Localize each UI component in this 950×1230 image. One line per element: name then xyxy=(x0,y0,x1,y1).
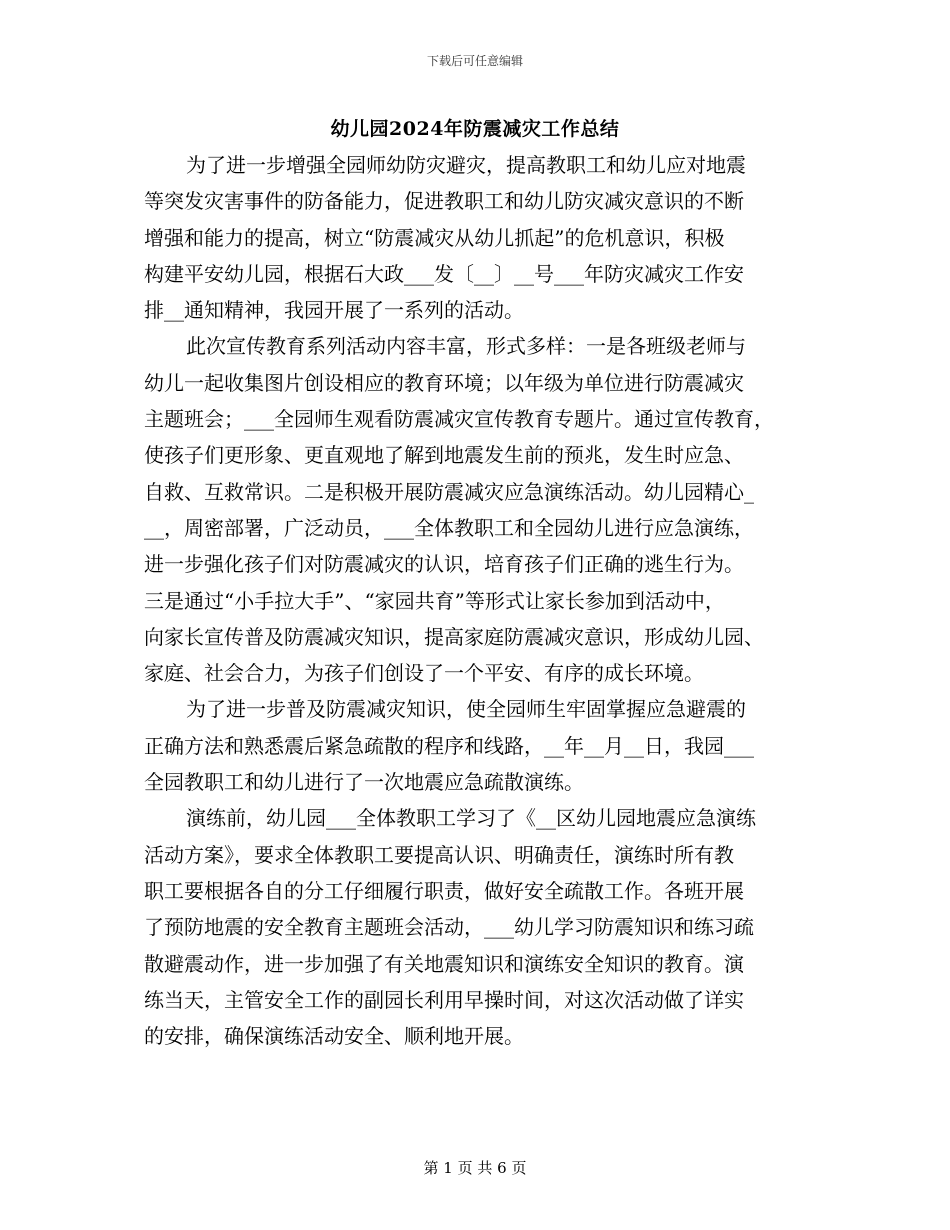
text-line: 为了进一步普及防震减灾知识，使全园师生牢固掌握应急避震的 xyxy=(186,697,746,722)
text-line: 的安排，确保演练活动安全、顺利地开展。 xyxy=(144,1024,524,1049)
paragraph-3 xyxy=(144,691,812,800)
text-line: __，周密部署，广泛动员，___全体教职工和全园幼儿进行应急演练， xyxy=(144,515,754,540)
text-line: 职工要根据各自的分工仔细履行职责，做好安全疏散工作。各班开展 xyxy=(144,878,744,903)
text-line: 等突发灾害事件的防备能力，促进教职工和幼儿防灾减灾意识的不断 xyxy=(144,189,744,214)
text-line: 向家长宣传普及防震减灾知识，提高家庭防震减灾意识，形成幼儿园、 xyxy=(144,624,764,649)
text-line: 构建平安幼儿园，根据石大政___发〔__〕__号___年防灾减灾工作安 xyxy=(144,261,744,286)
paragraph-1 xyxy=(144,147,812,328)
text-line: 为了进一步增强全园师幼防灾避灾，提高教职工和幼儿应对地震 xyxy=(186,153,746,177)
text-line: 了预防地震的安全教育主题班会活动，___幼儿学习防震知识和练习疏 xyxy=(144,915,754,940)
document-title: 幼儿园2024年防震减灾工作总结 xyxy=(330,118,620,140)
text-line: 使孩子们更形象、更直观地了解到地震发生前的预兆，发生时应急、 xyxy=(144,443,744,468)
text-line: 三是通过“小手拉大手”、“家园共育”等形式让家长参加到活动中， xyxy=(144,588,725,613)
text-line: 家庭、社会合力，为孩子们创设了一个平安、有序的成长环境。 xyxy=(144,661,704,686)
text-line: 幼儿一起收集图片创设相应的教育环境；以年级为单位进行防震减灾 xyxy=(144,370,744,395)
page-header: 下载后可任意编辑 xyxy=(426,54,523,68)
paragraph-4 xyxy=(144,800,812,1054)
text-line: 正确方法和熟悉震后紧急疏散的程序和线路，__年__月__日，我园___ xyxy=(144,733,754,758)
text-line: 全园教职工和幼儿进行了一次地震应急疏散演练。 xyxy=(144,770,584,795)
text-line: 散避震动作，进一步加强了有关地震知识和演练安全知识的教育。演 xyxy=(144,951,744,976)
text-line: 演练前，幼儿园___全体教职工学习了《__区幼儿园地震应急演练 xyxy=(186,806,756,831)
text-line: 自救、互救常识。二是积极开展防震减灾应急演练活动。幼儿园精心_ xyxy=(144,479,754,504)
text-line: 活动方案》，要求全体教职工要提高认识、明确责任，演练时所有教 xyxy=(144,842,734,867)
page-footer: 第 1 页 共 6 页 xyxy=(423,1159,527,1177)
text-line: 排__通知精神，我园开展了一系列的活动。 xyxy=(144,298,524,323)
text-line: 增强和能力的提高，树立“防震减灾从幼儿抓起”的危机意识，积极 xyxy=(144,225,725,250)
document-body xyxy=(144,147,812,1054)
text-line: 进一步强化孩子们对防震减灾的认识，培育孩子们正确的逃生行为。 xyxy=(144,552,744,577)
paragraph-2 xyxy=(144,328,812,691)
text-line: 练当天，主管安全工作的副园长利用早操时间，对这次活动做了详实 xyxy=(144,987,744,1012)
text-line: 主题班会；___全园师生观看防震减灾宣传教育专题片。通过宣传教育， xyxy=(144,407,774,432)
text-line: 此次宣传教育系列活动内容丰富，形式多样：一是各班级老师与 xyxy=(186,334,746,359)
